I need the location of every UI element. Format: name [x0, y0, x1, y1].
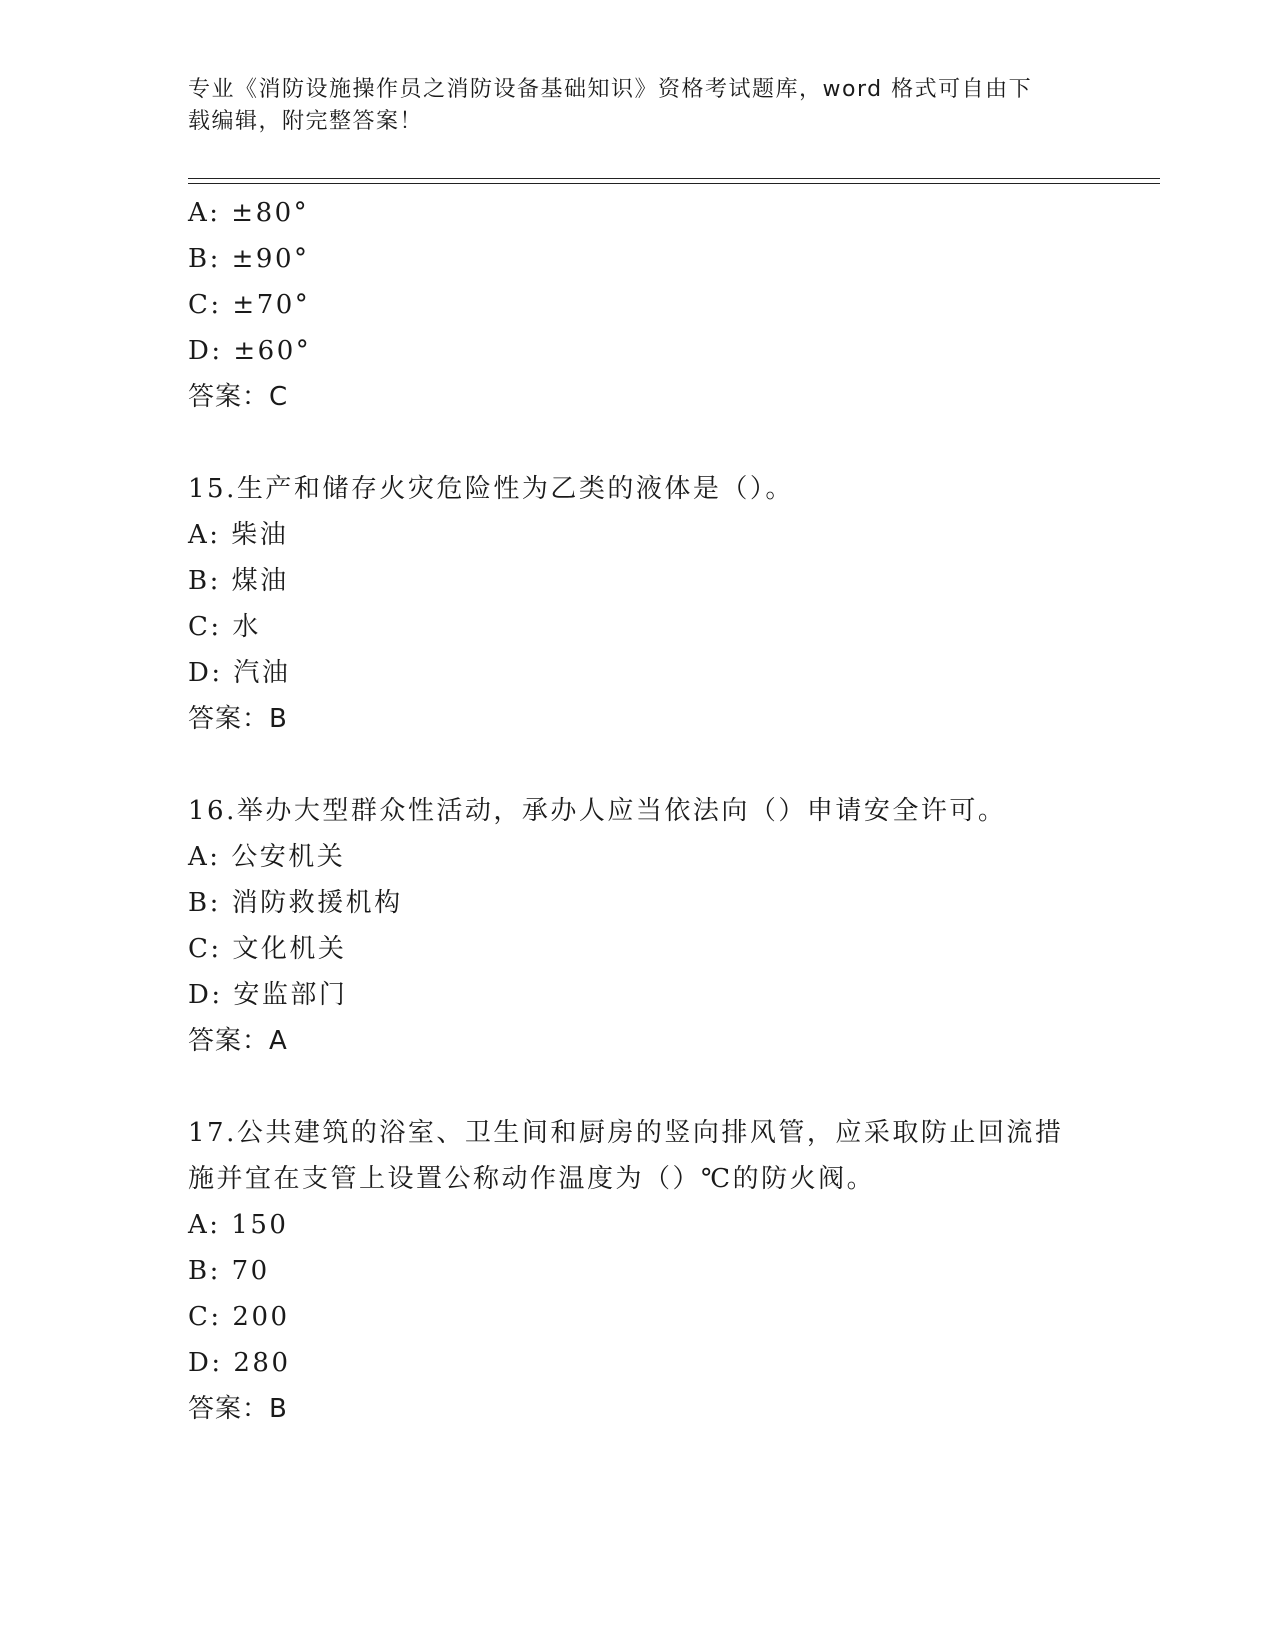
answer: 答案：B — [188, 704, 288, 734]
option-d: D: 280 — [188, 1348, 291, 1378]
header-divider-bottom — [188, 183, 1160, 184]
spacer — [188, 420, 1128, 466]
header-line-2: 载编辑，附完整答案！ — [188, 109, 424, 134]
spacer — [188, 742, 1128, 788]
option-a: A: 公安机关 — [188, 842, 346, 872]
question-text-line-1: 17.公共建筑的浴室、卫生间和厨房的竖向排风管，应采取防止回流措 — [188, 1118, 1064, 1148]
option-a: A: 柴油 — [188, 520, 289, 550]
option-b: B: 煤油 — [188, 566, 289, 596]
option-b: B: 消防救援机构 — [188, 888, 403, 918]
question-text-line-2: 施并宜在支管上设置公称动作温度为（）℃的防火阀。 — [188, 1164, 876, 1194]
option-a: A: 150 — [188, 1210, 289, 1240]
option-b: B: 70 — [188, 1256, 270, 1286]
question-text: 16.举办大型群众性活动，承办人应当依法向（）申请安全许可。 — [188, 796, 1007, 826]
option-a: A: ±80° — [188, 198, 310, 228]
option-c: C: ±70° — [188, 290, 311, 320]
header-divider-top — [188, 178, 1160, 179]
option-c: C: 水 — [188, 612, 261, 642]
option-d: D: ±60° — [188, 336, 312, 366]
answer: 答案：C — [188, 382, 289, 412]
option-d: D: 安监部门 — [188, 980, 348, 1010]
header-line-1: 专业《消防设施操作员之消防设备基础知识》资格考试题库，word 格式可自由下 — [188, 77, 1033, 102]
option-b: B: ±90° — [188, 244, 310, 274]
option-d: D: 汽油 — [188, 658, 291, 688]
option-c: C: 文化机关 — [188, 934, 347, 964]
question-text: 15.生产和储存火灾危险性为乙类的液体是（）。 — [188, 474, 794, 504]
question-16 — [188, 788, 1128, 1064]
question-17 — [188, 1110, 1128, 1432]
answer: 答案：A — [188, 1026, 288, 1056]
question-14 — [188, 190, 1128, 420]
document-header — [188, 74, 1088, 138]
option-c: C: 200 — [188, 1302, 290, 1332]
question-list — [188, 190, 1128, 1432]
question-15 — [188, 466, 1128, 742]
answer: 答案：B — [188, 1394, 288, 1424]
spacer — [188, 1064, 1128, 1110]
